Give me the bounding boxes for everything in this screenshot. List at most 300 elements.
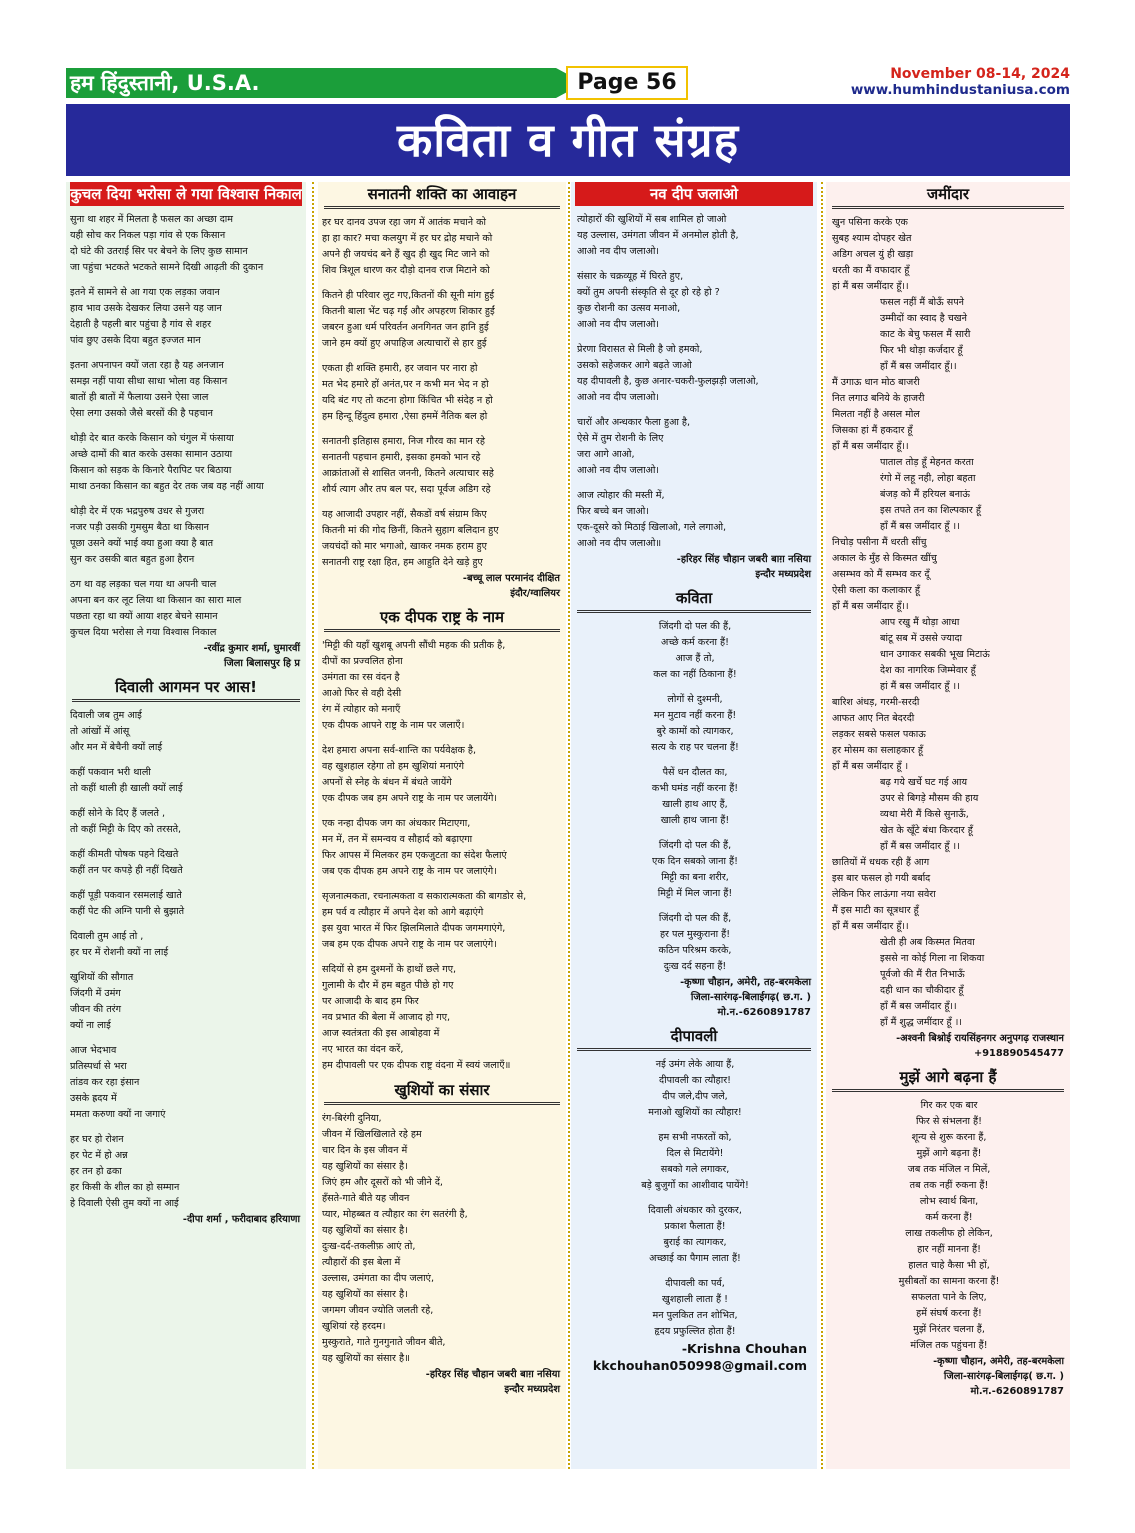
poem-line: नई उमंग लेके आया हैं, xyxy=(655,1059,735,1070)
poem-line: जा पहुंचा भटकते भटकते सामने दिखी आढ़ती की दुकान xyxy=(70,262,264,273)
poem-line: थोड़ी देर बात करके किसान को चंगुल में फंसाया xyxy=(70,433,234,444)
poem-line: गिर कर एक बार xyxy=(920,1100,978,1111)
poem-line: उसके ह्रदय में xyxy=(70,1093,117,1104)
poem-line xyxy=(322,953,562,962)
poem-line xyxy=(322,425,562,434)
poem-line: मनाओ खुशियों का त्यौहार! xyxy=(648,1107,742,1118)
poem-line: त्योहारों की खुशियों में सब शामिल हो जाओ xyxy=(577,214,727,225)
poem-ek-deepak xyxy=(318,605,566,1078)
poem-line: दिवाली अंधकार को दुरकर, xyxy=(648,1205,742,1216)
poem-line: कहीं पकवान भरी थाली xyxy=(70,767,151,778)
poem-title: कुचल दिया भरोसा ले गया विश्वास निकाल xyxy=(70,182,302,206)
poem-author: -रवींद्र कुमार शर्मा, घुमारवीं xyxy=(203,643,300,654)
poem-line: अच्छाई का पैगाम लाता हैं! xyxy=(649,1253,741,1264)
poem-line: अच्छे कर्म करना हैं! xyxy=(661,637,729,648)
poem-line: मैं उगाऊ धान मोठ बाजरी xyxy=(832,377,920,388)
section-banner: कविता व गीत संग्रह xyxy=(66,104,1070,176)
poem-line: सत्य के राह पर चलना हैं! xyxy=(651,742,739,753)
poem-line: दीप जले,दीप जले, xyxy=(662,1091,728,1102)
poem-line: कुछ रोशनी का उत्सव मनाओ, xyxy=(577,303,681,314)
poem-zamindar xyxy=(826,182,1070,1065)
poem-line: अपना बन कर लूट लिया था किसान का सारा माल xyxy=(70,595,242,606)
poem-line: अडिग अचल युं ही खड़ा xyxy=(832,249,914,260)
poem-line: मुझें निरंतर चलना हैं, xyxy=(913,1324,985,1335)
poem-line: हाँ मैं बस जमींदार हूँ।। xyxy=(880,1001,957,1012)
poem-line: क्यों तुम अपनी संस्कृति से दूर हो रहे हो ? xyxy=(577,287,720,298)
poem-line xyxy=(575,1121,813,1130)
poem-line xyxy=(70,1123,302,1132)
poem-line: एकता ही शक्ति हमारी, हर जवान पर नारा हो xyxy=(322,363,478,374)
poem-line: जब एक दीपक हम अपने राष्ट्र के नाम पर जलाएंगे। xyxy=(322,866,497,877)
poem-line: जयचंदों को मार भगाओ, खाकर नमक हराम हुए xyxy=(322,541,487,552)
poem-line: एक दिन सबको जाना हैं! xyxy=(652,856,738,867)
poem-line: जब तक मंजिल न मिलें, xyxy=(907,1164,991,1175)
poem-line: मन मुटाव नहीं करना हैं! xyxy=(653,710,737,721)
poem-line: रंग में त्योहार को मनाएँ xyxy=(322,704,401,715)
poem-line: सुना था शहर में मिलता है फसल का अच्छा दाम xyxy=(70,214,234,225)
poem-line: बड़े बुजुर्गो का आशीवाद पायेंगे! xyxy=(641,1180,749,1191)
poem-line: ऐसा लगा उसको जैसे बरसों की है पहचान xyxy=(70,408,213,419)
poem-body xyxy=(322,638,562,1074)
poem-line: हर घर दानव उपज रहा जग में आतंक मचाने को xyxy=(322,217,487,228)
column-1 xyxy=(66,182,306,1469)
poem-line: खाली हाथ आए हैं, xyxy=(662,799,728,810)
poem-line: व्यथा मेरी मैं किसे सुनाऊँ, xyxy=(880,809,969,820)
poem-line: जबरन हुआ धर्म परिवर्तन अनगिनत जन हानि हुई xyxy=(322,322,489,333)
poem-line: दो घंटे की उतराई सिर पर बेचने के लिए कुछ सामान xyxy=(70,246,248,257)
poem-line: यह उल्लास, उमंगता जीवन में अनमोल होती है, xyxy=(577,230,739,241)
poem-title: कविता xyxy=(577,586,811,613)
poem-line: यही सोच कर निकल पड़ा गांव से एक किसान xyxy=(70,230,226,241)
poem-line: हाँ मैं बस जमींदार हूँ । xyxy=(832,761,909,772)
poem-line xyxy=(575,1194,813,1203)
poem-line: कितनी मां की गोद छिनीं, कितने सुहाग बलिदान हुए xyxy=(322,525,499,536)
column-divider xyxy=(821,182,823,1469)
poem-line: इससे ना कोई गिला ना शिकवा xyxy=(880,953,985,964)
poem-line: ऐसे में तुम रोशनी के लिए xyxy=(577,433,664,444)
poem-line xyxy=(575,1267,813,1276)
poem-line: मन में, तन में समन्वय व सौहार्द को बढ़ाएगा xyxy=(322,834,473,845)
poem-title: दीपावली xyxy=(577,1024,811,1051)
column-2 xyxy=(318,182,566,1469)
poem-line xyxy=(322,498,562,507)
poem-line: इतना अपनापन क्यों जता रहा है यह अनजान xyxy=(70,360,224,371)
poem-line: जरा आगे आओ, xyxy=(577,449,635,460)
poem-line: इस तपते तन का शिल्पकार हूँ xyxy=(880,505,981,516)
poem-line: वह खुशहाल रहेगा तो हम खुशियां मनाएंगे xyxy=(322,761,465,772)
poem-line: कठिन परिश्रम करके, xyxy=(658,945,732,956)
poem-line: इतने में सामने से आ गया एक लड़का जवान xyxy=(70,287,220,298)
poem-line: सुन कर उसकी बात बहुत हुआ हैरान xyxy=(70,554,195,565)
poem-line: फसल नहीं मैं बोऊँ सपने xyxy=(880,297,964,308)
poem-line: चारों और अन्धकार फैला हुआ है, xyxy=(577,417,691,428)
poem-line: हाँ मैं बस जमींदार हूँ।। xyxy=(832,601,909,612)
poem-line: मुझें आगे बढ़ना हैं! xyxy=(916,1148,982,1159)
poem-line: मुसीबतों का सामना करना हैं! xyxy=(898,1276,1000,1287)
poem-line: कर्म करना हैं! xyxy=(925,1212,973,1223)
poem-line: बढ़ गये खर्चे घट गई आय xyxy=(880,777,968,788)
poem-line xyxy=(70,879,302,888)
poem-title: दिवाली आगमन पर आस! xyxy=(72,675,300,702)
poem-author-place: इन्दौर मध्यप्रदेश xyxy=(504,1384,560,1395)
poem-line: मत भेद हमारे हों अनंत,पर न कभी मन भेद न हो xyxy=(322,379,489,390)
poem-body xyxy=(830,1098,1066,1354)
poem-line xyxy=(70,1034,302,1043)
poem-line: आज भेदभाव xyxy=(70,1045,117,1056)
poem-line: यदि बंट गए तो कटना होगा किंचित भी संदेह न हो xyxy=(322,395,493,406)
poem-line: यह खुशियों का संसार है। xyxy=(322,1289,408,1300)
poem-line: यह आजादी उपहार नहीं, सैकडों वर्ष संग्राम किए xyxy=(322,509,487,520)
poem-line: चार दिन के इस जीवन में xyxy=(322,1145,408,1156)
poem-line: ऐसी कला का कलाकार हूँ xyxy=(832,585,920,596)
poem-line: हर पल मुस्कुराना हैं! xyxy=(659,929,731,940)
poem-line: कहीं कीमती पोषक पहने दिखते xyxy=(70,849,179,860)
poem-line: पर आजादी के बाद हम फिर xyxy=(322,996,419,1007)
poem-line: धान उगाकर सबकी भूख मिटाऊं xyxy=(880,649,990,660)
poem-author: -हरिहर सिंह चौहान जबरी बाग़ नसिया xyxy=(425,1369,560,1380)
poem-line: प्रेरणा विरासत से मिली है जो हमको, xyxy=(577,344,703,355)
poem-line: फिर आपस में मिलकर हम एकजुटता का संदेश फैलाएं xyxy=(322,850,507,861)
poem-line: कितने ही परिवार लुट गए,कितनों की सूनी मांग हुई xyxy=(322,290,495,301)
poem-line xyxy=(575,260,813,269)
poem-line: बंजड़ को मैं हरियल बनाऊं xyxy=(880,489,970,500)
poem-line: कितनी बाला भेंट चढ़ गईं और अपहरण शिकार हुईं xyxy=(322,306,495,317)
poem-line xyxy=(322,807,562,816)
poem-line: लोभ स्वार्थ बिना, xyxy=(919,1196,979,1207)
poem-line: दुःख-दर्द-तकलीफ़ आएं तो, xyxy=(322,1241,416,1252)
poem-line: आओ फिर से वही देसी xyxy=(322,688,402,699)
poem-line xyxy=(575,333,813,342)
poem-line: तब तक नहीं रुकना हैं! xyxy=(909,1180,989,1191)
poem-line: कल का नहीं ठिकाना हैं! xyxy=(653,669,737,680)
poem-line: नजर पड़ी उसकी गुमसुम बैठा था किसान xyxy=(70,522,209,533)
poem-line: दीपों का प्रज्वलित होना xyxy=(322,656,403,667)
poem-line: जीवन की तरंग xyxy=(70,1004,122,1015)
poem-line: हमें संघर्ष करना हैं! xyxy=(916,1308,982,1319)
poem-line: कहीं पेट की अग्नि पानी से बुझाते xyxy=(70,906,185,917)
poem-line xyxy=(70,349,302,358)
poem-line: बुरे कामों को त्यागकर, xyxy=(656,726,734,737)
poem-line xyxy=(322,880,562,889)
poem-line: सबको गले लगाकर, xyxy=(660,1164,730,1175)
poem-author: -बच्चू लाल परमानंद दीक्षित xyxy=(462,573,560,584)
poem-body xyxy=(575,212,813,552)
poem-author-phone: मो.न.-6260891787 xyxy=(717,1007,811,1018)
poem-line: जिंदगी दो पल की हैं, xyxy=(658,621,732,632)
poem-body xyxy=(322,1111,562,1367)
poem-line: यह खुशियों का संसार है। xyxy=(322,1161,408,1172)
poem-line: बातों ही बातों में फैलाया उसने ऐसा जाल xyxy=(70,392,209,403)
poem-line: तो कहीं मिट्टी के दिए को तरसते, xyxy=(70,824,182,835)
poem-line: संसार के चक्रव्यूह में घिरते हुए, xyxy=(577,271,684,282)
poem-line xyxy=(322,734,562,743)
poem-line xyxy=(70,920,302,929)
poem-line: यह खुशियों का संसार है। xyxy=(322,1225,408,1236)
poem-line: दिल से मिटायेंगे! xyxy=(666,1148,724,1159)
poem-line xyxy=(575,902,813,911)
poem-line: दुःख दर्द सहना हैं! xyxy=(663,961,727,972)
poem-line: नए भारत का वंदन करें, xyxy=(322,1044,404,1055)
poem-line xyxy=(70,838,302,847)
poem-line: प्यार, मोहब्बत व त्यौहार का रंग सतरंगी है, xyxy=(322,1209,468,1220)
poem-line: उम्मीदों का स्वाद है चखने xyxy=(880,313,967,324)
poem-line: पूर्वजो की मैं रीत निभाऊँ xyxy=(880,969,965,980)
poem-line: लेकिन फिर लाऊंगा नया सवेरा xyxy=(832,889,936,900)
poem-line: आज स्वतंत्रता की इस आबोहवा में xyxy=(322,1028,440,1039)
poem-line: फिर बच्चे बन जाओ। xyxy=(577,506,649,517)
poem-line: हां मैं बस जमींदार हूँ ।। xyxy=(880,681,960,692)
poem-line: खुशियों की सौगात xyxy=(70,972,134,983)
poem-nav-deep-jalao xyxy=(571,182,817,586)
poem-line: हर मोसम का सलाहकार हूँ xyxy=(832,745,923,756)
poem-line: क्यों ना लाई xyxy=(70,1020,111,1031)
poem-line: बुराई का त्यागकर, xyxy=(663,1237,727,1248)
poem-body xyxy=(70,212,302,641)
poem-line: आप रखु मैं थोड़ा आधा xyxy=(880,617,960,628)
poem-line: हा हा कार? मचा कलयुग में हर घर द्रोह मचाने को xyxy=(322,233,493,244)
poem-line: खुशहाली लाता हैं ! xyxy=(662,1294,728,1305)
poem-line: दीपावली का त्यौहार! xyxy=(659,1075,731,1086)
poem-line: नव प्रभात की बेला में आजाद हो गए, xyxy=(322,1012,451,1023)
poem-author-place: इंदौर/ग्वालियर xyxy=(510,588,560,599)
poem-line: ठग था वह लड़का चल गया था अपनी चाल xyxy=(70,579,217,590)
poem-line: लड़कर सबसे फसल पकाऊ xyxy=(832,729,926,740)
poem-line: खाली हाथ जाना हैं! xyxy=(660,815,730,826)
column-4 xyxy=(826,182,1070,1469)
poem-line: पैसें धन दौलत का, xyxy=(662,767,728,778)
poem-kuchal-diya-bharosa xyxy=(66,182,306,675)
poem-line: आज हैं तो, xyxy=(675,653,715,664)
poem-author-phone: +918890545477 xyxy=(973,1048,1064,1059)
publication-name: हम हिंदुस्तानी, U.S.A. xyxy=(66,68,556,98)
poem-title: जमींदार xyxy=(832,182,1064,209)
poem-line: सृजनात्मकता, रचनात्मकता व सकारात्मकता की बागडोर से, xyxy=(322,891,527,902)
poem-line: हर किसी के शील का हो सम्मान xyxy=(70,1182,180,1193)
poem-line xyxy=(70,797,302,806)
poem-line xyxy=(575,756,813,765)
poem-line: हाँ मैं बस जमींदार हूँ।। xyxy=(832,441,909,452)
poem-sanatani-shakti xyxy=(318,182,566,605)
column-3 xyxy=(571,182,817,1469)
poem-line: इस बार फसल हो गयी बर्बाद xyxy=(832,873,931,884)
poem-line xyxy=(70,568,302,577)
poem-author: -कृष्णा चौहान, अमेरी, तह-बरमकेला xyxy=(680,977,811,988)
poem-line: कहीं तन पर कपड़े ही नहीं दिखते xyxy=(70,865,183,876)
poem-line: हर पेट में हो अन्न xyxy=(70,1150,128,1161)
poem-line: हाँ मैं बस जमींदार हूँ।। xyxy=(880,361,957,372)
poem-line: अच्छे दामों की बात करके उसका सामान उठाया xyxy=(70,449,233,460)
poem-line: जाने हम क्यों हुए अपाहिज अत्याचारों से हार हुई xyxy=(322,338,487,349)
poem-line: काट के बेचु फसल मैं सारी xyxy=(880,329,971,340)
poem-author-place: जिला-सारंगढ़-बिलाईगढ़( छ.ग. ) xyxy=(690,992,811,1003)
poem-line: सनातनी राष्ट्र रक्षा हित, हम आहुति देने खड़े हुए xyxy=(322,557,483,568)
poem-line: इस युवा भारत में फिर झिलमिलाते दीपक जगमगाएंगे, xyxy=(322,923,506,934)
poem-line: खुशियां रहे हरदम। xyxy=(322,1321,386,1332)
poem-line: हाव भाव उसके देखकर लिया उसने यह जान xyxy=(70,303,222,314)
poem-line: हर घर हो रोशन xyxy=(70,1134,124,1145)
poem-diwali-aagman xyxy=(66,675,306,1231)
poem-line: पछता रहा था क्यों आया शहर बेचने सामान xyxy=(70,611,218,622)
poem-line: मैं इस माटी का सूत्रधार हूँ xyxy=(832,905,919,916)
poem-line: हे दिवाली ऐसी तुम क्यों ना आई xyxy=(70,1198,179,1209)
poem-line: एक-दूसरे को मिठाई खिलाओ, गले लगाओ, xyxy=(577,522,727,533)
poem-line: हँसते-गाते बीते यह जीवन xyxy=(322,1193,410,1204)
poem-line: कभी घमंड नहीं करना हैं! xyxy=(651,783,739,794)
poem-line: कुचल दिया भरोसा ले गया विश्वास निकाल xyxy=(70,627,217,638)
poem-line: देहाती है पहली बार पहुंचा है गांव से शहर xyxy=(70,319,211,330)
poem-line xyxy=(575,683,813,692)
poem-line: दीपावली का पर्व, xyxy=(665,1278,725,1289)
poem-line: उमंगता का रस वंदन है xyxy=(322,672,400,683)
poem-title: खुशियों का संसार xyxy=(324,1078,560,1105)
poem-line: अपने ही जयचंद बने हैं खुद ही खुद मिट जाने को xyxy=(322,249,490,260)
poem-line xyxy=(70,961,302,970)
poem-author-place: इन्दौर मध्यप्रदेश xyxy=(755,569,811,580)
poem-line: जगमग जीवन ज्योति जलती रहे, xyxy=(322,1305,434,1316)
poem-body xyxy=(575,1057,813,1340)
poem-body xyxy=(70,708,302,1212)
poem-author: -कृष्णा चौहान, अमेरी, तह-बरमकेला xyxy=(933,1356,1064,1367)
poem-line: आओ नव दीप जलाओ। xyxy=(577,465,660,476)
poem-line: खेती ही अब किस्मत मितवा xyxy=(880,937,975,948)
poem-line: खेत के खूँटे बंधा किरदार हूँ xyxy=(880,825,973,836)
poem-line: प्रतिस्पर्धा से भरा xyxy=(70,1061,127,1072)
poem-line: तो कहीं थाली ही खाली क्यों लाई xyxy=(70,783,183,794)
poem-line: हर तन हो ढका xyxy=(70,1166,122,1177)
poem-line: हाँ मैं बस जमींदार हूँ ।। xyxy=(880,841,960,852)
poem-line: खुन पसिना करके एक xyxy=(832,217,908,228)
poem-kavita xyxy=(571,586,817,1024)
poem-line: कहीं पूड़ी पकवान रसमलाई खाते xyxy=(70,890,182,901)
poem-line: आओ नव दीप जलाओ॥ xyxy=(577,538,662,549)
poem-line: ममता करुणा क्यों ना जगाएं xyxy=(70,1109,166,1120)
poem-line: थोड़ी देर में एक भद्रपुरुष उधर से गुजरा xyxy=(70,506,205,517)
poem-line: मिट्टी में मिल जाना हैं! xyxy=(657,888,733,899)
poem-line: सनातनी पहचान हमारी, इसका हमको भान रहे xyxy=(322,452,481,463)
poem-author: -हरिहर सिंह चौहान जबरी बाग़ नसिया xyxy=(676,554,811,565)
poem-line: तांडव कर रहा इंसान xyxy=(70,1077,140,1088)
poem-line: जब हम एक दीपक अपने राष्ट्र के नाम पर जलाएंगे। xyxy=(322,939,497,950)
poem-line: हाँ मैं बस जमींदार हूँ।। xyxy=(832,921,909,932)
poem-line: निचोड़ पसीना मैं धरती सींचु xyxy=(832,537,927,548)
author-email[interactable]: kkchouhan050998@gmail.com xyxy=(592,1358,807,1373)
poem-khushiyon-ka-sansar xyxy=(318,1078,566,1401)
poem-line: और मन में बेचैनी क्यों लाई xyxy=(70,742,163,753)
poem-line: शिव त्रिशूल धारण कर दौड़ो दानव राज मिटाने को xyxy=(322,265,490,276)
poem-line: जिंदगी में उमंग xyxy=(70,988,121,999)
poem-line: हाँ मैं बस जमींदार हूँ ।। xyxy=(880,521,960,532)
column-divider xyxy=(312,182,314,1469)
poem-line xyxy=(70,276,302,285)
poem-line xyxy=(322,352,562,361)
poem-line: समझ नहीं पाया सीधा साधा भोला वह किसान xyxy=(70,376,228,387)
poem-author-place: जिला बिलासपुर हि प्र xyxy=(223,658,300,669)
poem-line: रंग-बिरंगी दुनिया, xyxy=(322,1113,382,1124)
poem-line: देश हमारा अपना सर्व-शान्ति का पर्यवेक्षक है, xyxy=(322,745,477,756)
poem-line xyxy=(575,829,813,838)
poem-line: यह दीपावली है, कुछ अनार-चकरी-फुलझड़ी जलाओ, xyxy=(577,376,759,387)
poem-line: आक्रांताओं से शासित जननी, कितने अत्याचार सहे xyxy=(322,468,494,479)
poem-line: उपर से बिगड़े मौसम की हाय xyxy=(880,793,979,804)
poem-line: हम पर्व व त्यौहार में अपने देश को आगे बढ़ाएंगे xyxy=(322,907,484,918)
poem-line: प्रकाश फैलाता हैं! xyxy=(664,1221,726,1232)
poem-line: सफलता पाने के लिए, xyxy=(911,1292,987,1303)
poem-line: जिएं हम और दूसरों को भी जीने दें, xyxy=(322,1177,443,1188)
issue-date: November 08-14, 2024 xyxy=(890,66,1070,82)
poem-line: कहीं सोने के दिए हैं जलते , xyxy=(70,808,166,819)
poem-line: आओ नव दीप जलाओ। xyxy=(577,319,660,330)
poem-line: मुस्कुराते, गाते गुनगुनाते जीवन बीते, xyxy=(322,1337,446,1348)
poem-line: मिट्टी का बना शरीर, xyxy=(661,872,729,883)
poem-line: शौर्य त्याग और तप बल पर, सदा पूर्वज अडिग रहे xyxy=(322,484,491,495)
poem-line: बांटू सब में उससे ज्यादा xyxy=(880,633,963,644)
poem-title: मुझें आगे बढ़ना हैं xyxy=(832,1065,1064,1092)
poem-deepawali xyxy=(571,1024,817,1378)
poem-line: सदियों से हम दुश्मनों के हाथों छले गए, xyxy=(322,964,457,975)
poem-line: उसको सहेजकर आगे बढ़ते जाओ xyxy=(577,360,692,371)
poem-line: यह खुशियों का संसार है॥ xyxy=(322,1353,410,1364)
poem-line: मंजिल तक पहुंचना हैं! xyxy=(910,1340,988,1351)
poem-line: सुबह श्याम दोपहर खेत xyxy=(832,233,912,244)
poem-line: मन पुलकित तन शोभित, xyxy=(652,1310,738,1321)
poem-line: एक नन्हा दीपक जग का अंधकार मिटाएगा, xyxy=(322,818,471,829)
poem-line: लोगों से दुश्मनी, xyxy=(667,694,723,705)
poem-line: हार नहीं मानना हैं! xyxy=(917,1244,981,1255)
poem-author-phone: मो.न.-6260891787 xyxy=(970,1386,1064,1397)
poem-line: तो आंखों में आंसू xyxy=(70,726,130,737)
poem-line: हम सभी नफरतों को, xyxy=(658,1132,732,1143)
poem-line: आफत आए नित बेदरदी xyxy=(832,713,915,724)
poem-author: -Krishna Chouhan xyxy=(681,1341,807,1356)
poem-line: हां मैं बस जमींदार हूँ।। xyxy=(832,281,909,292)
poem-line: हालत चाहे कैसा भी हों, xyxy=(908,1260,990,1271)
poem-line: आओ नव दीप जलाओ। xyxy=(577,246,660,257)
poem-line xyxy=(70,495,302,504)
poem-title: एक दीपक राष्ट्र के नाम xyxy=(324,605,560,632)
poem-line: शून्य से शुरू करना हैं, xyxy=(911,1132,987,1143)
poem-line: जिसका हां मैं हकदार हूँ xyxy=(832,425,913,436)
poem-title: नव दीप जलाओ xyxy=(575,182,813,206)
poem-line: उल्लास, उमंगता का दीप जलाएं, xyxy=(322,1273,434,1284)
poem-line: छातियों में धधक रही हैं आग xyxy=(832,857,930,868)
poem-line: जीवन में खिलखिलाते रहे हम xyxy=(322,1129,422,1140)
poem-line: अपनों से स्नेह के बंधन में बंधते जायेंगे xyxy=(322,777,452,788)
poem-line: आओ नव दीप जलाओ। xyxy=(577,392,660,403)
poem-line: हाँ मैं शुद्ध जमींदार हूँ ।। xyxy=(880,1017,962,1028)
poem-line: हम दीपावली पर एक दीपक राष्ट्र वंदना में स्वयं जलाएँ॥ xyxy=(322,1060,511,1071)
poem-line: गुलामी के दौर में हम बहुत पीछे हो गए xyxy=(322,980,454,991)
website-url[interactable]: www.humhindustaniusa.com xyxy=(850,82,1070,98)
poem-line: त्यौहारों की इस बेला में xyxy=(322,1257,401,1268)
poem-line: रंगो में लहू नही, लोहा बहता xyxy=(880,473,976,484)
poem-line: किसान को सड़क के किनारे पैरापिट पर बिठाया xyxy=(70,465,232,476)
poem-line: दही धान का चौकीदार हूँ xyxy=(880,985,964,996)
poem-line: बारिश अंधड़, गरमी-सरदी xyxy=(832,697,920,708)
poem-line: जिंदगी दो पल की हैं, xyxy=(658,840,732,851)
poem-line: दिवाली तुम आई तो , xyxy=(70,931,144,942)
poem-body xyxy=(322,215,562,571)
poem-line: जिंदगी दो पल की हैं, xyxy=(658,913,732,924)
page-number: Page 56 xyxy=(566,66,688,100)
poem-line: देश का नागरिक जिम्मेवार हूँ xyxy=(880,665,976,676)
poem-line: लाख तकलीफ हो लेकिन, xyxy=(905,1228,993,1239)
poem-author: -अश्वनी बिश्नोई रायसिंहनगर अनुपगढ़ राजस्थान xyxy=(896,1033,1064,1044)
poem-line: आज त्योहार की मस्ती में, xyxy=(577,490,665,501)
poem-line: हम हिन्दू हिंदुत्व हमारा ,ऐसा हममें नैतिक बल हो xyxy=(322,411,488,422)
poem-line: दिवाली जब तुम आई xyxy=(70,710,142,721)
poem-line: नित लगाउ बनिये के हाजरी xyxy=(832,393,925,404)
poem-body xyxy=(575,619,813,975)
